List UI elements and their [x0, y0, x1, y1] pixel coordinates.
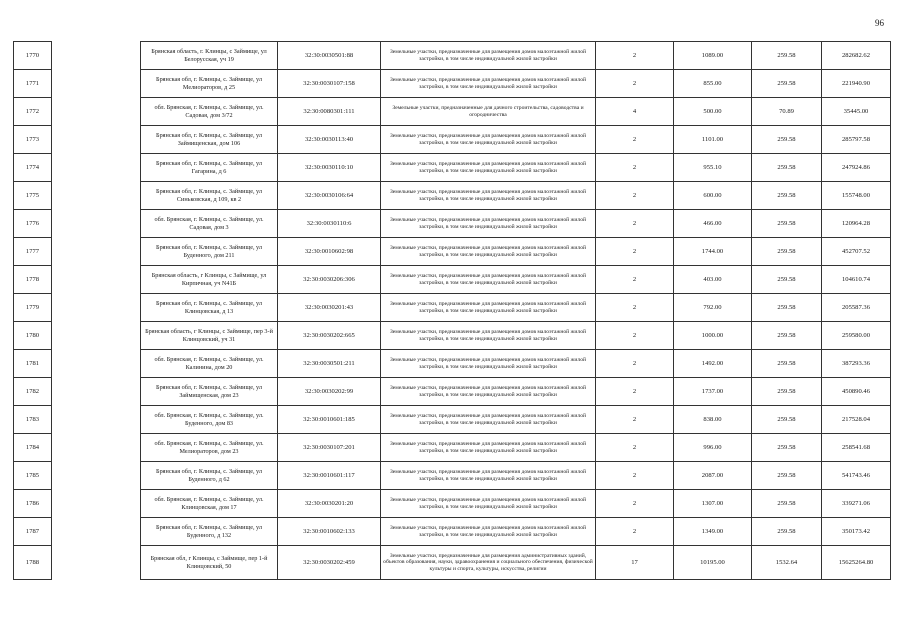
land-use-cell: Земельные участки, предназначенные для размещения домов малоэтажной жилой застройки, в том числе индивидуальной жилой застройки	[381, 322, 596, 350]
spacer-cell	[52, 98, 141, 126]
address-cell: Брянская обл, г Клинцы, с Займище, пер 1-й Клинцовский, 50	[141, 546, 278, 580]
specific-value-cell: 259.58	[752, 210, 822, 238]
land-use-cell: Земельные участки, предназначенные для размещения административных зданий, объектов образования, науки, здравоохранения и социального обеспечения, физической культуры и спорта, культуры, искусства, религии	[381, 546, 596, 580]
area-cell: 10195.00	[674, 546, 752, 580]
area-cell: 996.00	[674, 434, 752, 462]
area-cell: 466.00	[674, 210, 752, 238]
address-cell: Брянская обл, г. Клинцы, с. Займище, ул Буденного, д 62	[141, 462, 278, 490]
land-use-cell: Земельные участки, предназначенные для размещения домов малоэтажной жилой застройки, в том числе индивидуальной жилой застройки	[381, 294, 596, 322]
cadastral-number-cell: 32:30:0030201:43	[278, 294, 381, 322]
land-use-cell: Земельные участки, предназначенные для размещения домов малоэтажной жилой застройки, в том числе индивидуальной жилой застройки	[381, 462, 596, 490]
row-number: 1770	[14, 42, 52, 70]
address-cell: Брянская область, г Клинцы, с Займище, ул Кирпичная, уч N41Б	[141, 266, 278, 294]
cadastral-value-cell: 205587.36	[822, 294, 891, 322]
row-number: 1774	[14, 154, 52, 182]
table-row	[14, 378, 891, 406]
cadastral-value-cell: 450890.46	[822, 378, 891, 406]
cadastral-number-cell: 32:30:0030107:201	[278, 434, 381, 462]
cadastral-value-cell: 339271.06	[822, 490, 891, 518]
spacer-cell	[52, 154, 141, 182]
specific-value-cell: 259.58	[752, 518, 822, 546]
table-body	[14, 42, 891, 580]
area-cell: 2087.00	[674, 462, 752, 490]
spacer-cell	[52, 462, 141, 490]
table-row	[14, 98, 891, 126]
row-number: 1772	[14, 98, 52, 126]
address-cell: Брянская обл, г. Клинцы, с. Займище, ул Займищенская, дом 106	[141, 126, 278, 154]
row-number: 1777	[14, 238, 52, 266]
cadastral-number-cell: 32:30:0010602:133	[278, 518, 381, 546]
table-row	[14, 238, 891, 266]
group-code-cell: 2	[596, 294, 674, 322]
group-code-cell: 2	[596, 210, 674, 238]
cadastral-value-cell: 155748.00	[822, 182, 891, 210]
cadastral-value-cell: 541743.46	[822, 462, 891, 490]
specific-value-cell: 259.58	[752, 406, 822, 434]
spacer-cell	[52, 350, 141, 378]
address-cell: Брянская обл, г. Клинцы, с. Займище, ул Буденного, дом 211	[141, 238, 278, 266]
land-use-cell: Земельные участки, предназначенные для размещения домов малоэтажной жилой застройки, в том числе индивидуальной жилой застройки	[381, 238, 596, 266]
specific-value-cell: 259.58	[752, 238, 822, 266]
specific-value-cell: 259.58	[752, 350, 822, 378]
address-cell: Брянская обл, г. Клинцы, с. Займище, ул Мелиораторов, д 25	[141, 70, 278, 98]
cadastral-number-cell: 32:30:0030106:64	[278, 182, 381, 210]
specific-value-cell: 259.58	[752, 126, 822, 154]
group-code-cell: 2	[596, 406, 674, 434]
row-number: 1781	[14, 350, 52, 378]
spacer-cell	[52, 266, 141, 294]
specific-value-cell: 259.58	[752, 266, 822, 294]
table-row	[14, 406, 891, 434]
row-number: 1779	[14, 294, 52, 322]
address-cell: Брянская обл, г. Клинцы, с. Займище, ул Синьковская, д 109, кв 2	[141, 182, 278, 210]
cadastral-value-cell: 15625264.80	[822, 546, 891, 580]
row-number: 1783	[14, 406, 52, 434]
row-number: 1785	[14, 462, 52, 490]
land-use-cell: Земельные участки, предназначенные для размещения домов малоэтажной жилой застройки, в том числе индивидуальной жилой застройки	[381, 434, 596, 462]
land-use-cell: Земельные участки, предназначенные для размещения домов малоэтажной жилой застройки, в том числе индивидуальной жилой застройки	[381, 266, 596, 294]
spacer-cell	[52, 210, 141, 238]
specific-value-cell: 259.58	[752, 182, 822, 210]
group-code-cell: 4	[596, 98, 674, 126]
cadastral-value-cell: 258541.68	[822, 434, 891, 462]
group-code-cell: 2	[596, 126, 674, 154]
group-code-cell: 2	[596, 238, 674, 266]
spacer-cell	[52, 238, 141, 266]
row-number: 1771	[14, 70, 52, 98]
cadastral-number-cell: 32:30:0010601:117	[278, 462, 381, 490]
area-cell: 1000.00	[674, 322, 752, 350]
area-cell: 792.00	[674, 294, 752, 322]
table-row	[14, 434, 891, 462]
table-row	[14, 210, 891, 238]
cadastral-number-cell: 32:30:0030201:20	[278, 490, 381, 518]
cadastral-value-table	[13, 41, 891, 580]
table-row	[14, 518, 891, 546]
table-row	[14, 266, 891, 294]
specific-value-cell: 259.58	[752, 42, 822, 70]
cadastral-value-cell: 259580.00	[822, 322, 891, 350]
address-cell: Брянская обл, г. Клинцы, с. Займище, ул Займищенская, дом 23	[141, 378, 278, 406]
table-row	[14, 42, 891, 70]
group-code-cell: 2	[596, 70, 674, 98]
cadastral-value-cell: 120964.28	[822, 210, 891, 238]
table-row	[14, 322, 891, 350]
group-code-cell: 2	[596, 434, 674, 462]
cadastral-number-cell: 32:30:0030110:6	[278, 210, 381, 238]
spacer-cell	[52, 546, 141, 580]
cadastral-number-cell: 32:30:0030202:99	[278, 378, 381, 406]
group-code-cell: 2	[596, 350, 674, 378]
group-code-cell: 2	[596, 182, 674, 210]
specific-value-cell: 259.58	[752, 434, 822, 462]
table-row	[14, 154, 891, 182]
table-row	[14, 350, 891, 378]
row-number: 1778	[14, 266, 52, 294]
spacer-cell	[52, 434, 141, 462]
cadastral-number-cell: 32:30:0010601:185	[278, 406, 381, 434]
cadastral-value-cell: 217528.04	[822, 406, 891, 434]
cadastral-value-cell: 247924.86	[822, 154, 891, 182]
address-cell: Брянская обл, г. Клинцы, с. Займище, ул Клинцовская, д 13	[141, 294, 278, 322]
row-number: 1773	[14, 126, 52, 154]
cadastral-number-cell: 32:30:0030202:665	[278, 322, 381, 350]
page-number: 96	[875, 18, 884, 28]
area-cell: 600.00	[674, 182, 752, 210]
table-row	[14, 546, 891, 580]
land-use-cell: Земельные участки, предназначенные для размещения домов малоэтажной жилой застройки, в том числе индивидуальной жилой застройки	[381, 378, 596, 406]
area-cell: 403.00	[674, 266, 752, 294]
address-cell: Брянская область, г Клинцы, с Займище, пер 3-й Клинцовский, уч 31	[141, 322, 278, 350]
group-code-cell: 2	[596, 42, 674, 70]
group-code-cell: 17	[596, 546, 674, 580]
group-code-cell: 2	[596, 378, 674, 406]
cadastral-value-cell: 221940.90	[822, 70, 891, 98]
table-row	[14, 126, 891, 154]
land-use-cell: Земельные участки, предназначенные для размещения домов малоэтажной жилой застройки, в том числе индивидуальной жилой застройки	[381, 518, 596, 546]
cadastral-value-cell: 350173.42	[822, 518, 891, 546]
area-cell: 955.10	[674, 154, 752, 182]
address-cell: обл. Брянская, г. Клинцы, с. Займище, ул. Буденного, дом 83	[141, 406, 278, 434]
cadastral-value-cell: 285797.58	[822, 126, 891, 154]
cadastral-number-cell: 32:30:0030501:88	[278, 42, 381, 70]
cadastral-value-cell: 387293.36	[822, 350, 891, 378]
address-cell: обл. Брянская, г. Клинцы, с. Займище, ул. Мелиораторов, дом 23	[141, 434, 278, 462]
group-code-cell: 2	[596, 462, 674, 490]
cadastral-value-cell: 282682.62	[822, 42, 891, 70]
address-cell: обл. Брянская, г. Клинцы, с. Займище, ул. Калинина, дом 20	[141, 350, 278, 378]
address-cell: обл. Брянская, г. Клинцы, с. Займище, ул. Садовая, дом 3	[141, 210, 278, 238]
specific-value-cell: 259.58	[752, 154, 822, 182]
area-cell: 1492.00	[674, 350, 752, 378]
address-cell: Брянская обл, г. Клинцы, с. Займище, ул Гагарина, д 6	[141, 154, 278, 182]
address-cell: обл. Брянская, г. Клинцы, с. Займище, ул. Клинцовская, дом 17	[141, 490, 278, 518]
cadastral-number-cell: 32:30:0080301:111	[278, 98, 381, 126]
area-cell: 838.00	[674, 406, 752, 434]
row-number: 1784	[14, 434, 52, 462]
cadastral-number-cell: 32:30:0030202:459	[278, 546, 381, 580]
specific-value-cell: 259.58	[752, 490, 822, 518]
area-cell: 500.00	[674, 98, 752, 126]
spacer-cell	[52, 182, 141, 210]
cadastral-number-cell: 32:30:0030107:158	[278, 70, 381, 98]
land-use-cell: Земельные участки, предназначенные для размещения домов малоэтажной жилой застройки, в том числе индивидуальной жилой застройки	[381, 70, 596, 98]
spacer-cell	[52, 518, 141, 546]
cadastral-number-cell: 32:30:0010602:98	[278, 238, 381, 266]
land-use-cell: Земельные участки, предназначенные для размещения домов малоэтажной жилой застройки, в том числе индивидуальной жилой застройки	[381, 42, 596, 70]
spacer-cell	[52, 378, 141, 406]
area-cell: 1101.00	[674, 126, 752, 154]
row-number: 1782	[14, 378, 52, 406]
table-row	[14, 462, 891, 490]
group-code-cell: 2	[596, 518, 674, 546]
group-code-cell: 2	[596, 322, 674, 350]
spacer-cell	[52, 42, 141, 70]
address-cell: обл. Брянская, г. Клинцы, с. Займище, ул. Садовая, дом 3/72	[141, 98, 278, 126]
cadastral-number-cell: 32:30:0030206:306	[278, 266, 381, 294]
cadastral-value-cell: 35445.00	[822, 98, 891, 126]
group-code-cell: 2	[596, 490, 674, 518]
row-number: 1775	[14, 182, 52, 210]
land-use-cell: Земельные участки, предназначенные для размещения домов малоэтажной жилой застройки, в том числе индивидуальной жилой застройки	[381, 406, 596, 434]
specific-value-cell: 259.58	[752, 322, 822, 350]
land-use-cell: Земельные участки, предназначенные для размещения домов малоэтажной жилой застройки, в том числе индивидуальной жилой застройки	[381, 182, 596, 210]
table-row	[14, 490, 891, 518]
specific-value-cell: 70.89	[752, 98, 822, 126]
land-use-cell: Земельные участки, предназначенные для дачного строительства, садоводства и огородничества	[381, 98, 596, 126]
land-use-cell: Земельные участки, предназначенные для размещения домов малоэтажной жилой застройки, в том числе индивидуальной жилой застройки	[381, 490, 596, 518]
table-row	[14, 70, 891, 98]
spacer-cell	[52, 406, 141, 434]
row-number: 1776	[14, 210, 52, 238]
spacer-cell	[52, 126, 141, 154]
area-cell: 855.00	[674, 70, 752, 98]
group-code-cell: 2	[596, 266, 674, 294]
spacer-cell	[52, 294, 141, 322]
table-row	[14, 182, 891, 210]
land-use-cell: Земельные участки, предназначенные для размещения домов малоэтажной жилой застройки, в том числе индивидуальной жилой застройки	[381, 126, 596, 154]
cadastral-number-cell: 32:30:0030113:40	[278, 126, 381, 154]
land-use-cell: Земельные участки, предназначенные для размещения домов малоэтажной жилой застройки, в том числе индивидуальной жилой застройки	[381, 350, 596, 378]
specific-value-cell: 259.58	[752, 70, 822, 98]
cadastral-number-cell: 32:30:0030110:10	[278, 154, 381, 182]
spacer-cell	[52, 70, 141, 98]
row-number: 1786	[14, 490, 52, 518]
address-cell: Брянская обл, г. Клинцы, с. Займище, ул Буденного, д 132	[141, 518, 278, 546]
row-number: 1780	[14, 322, 52, 350]
specific-value-cell: 1532.64	[752, 546, 822, 580]
table-row	[14, 294, 891, 322]
row-number: 1787	[14, 518, 52, 546]
cadastral-value-cell: 104610.74	[822, 266, 891, 294]
area-cell: 1737.00	[674, 378, 752, 406]
area-cell: 1744.00	[674, 238, 752, 266]
area-cell: 1089.00	[674, 42, 752, 70]
area-cell: 1307.00	[674, 490, 752, 518]
cadastral-number-cell: 32:30:0030501:211	[278, 350, 381, 378]
specific-value-cell: 259.58	[752, 294, 822, 322]
specific-value-cell: 259.58	[752, 378, 822, 406]
group-code-cell: 2	[596, 154, 674, 182]
cadastral-value-cell: 452707.52	[822, 238, 891, 266]
specific-value-cell: 259.58	[752, 462, 822, 490]
spacer-cell	[52, 490, 141, 518]
row-number: 1788	[14, 546, 52, 580]
land-use-cell: Земельные участки, предназначенные для размещения домов малоэтажной жилой застройки, в том числе индивидуальной жилой застройки	[381, 154, 596, 182]
land-use-cell: Земельные участки, предназначенные для размещения домов малоэтажной жилой застройки, в том числе индивидуальной жилой застройки	[381, 210, 596, 238]
address-cell: Брянская область, г. Клинцы, с Займище, ул Белорусская, уч 19	[141, 42, 278, 70]
area-cell: 1349.00	[674, 518, 752, 546]
spacer-cell	[52, 322, 141, 350]
